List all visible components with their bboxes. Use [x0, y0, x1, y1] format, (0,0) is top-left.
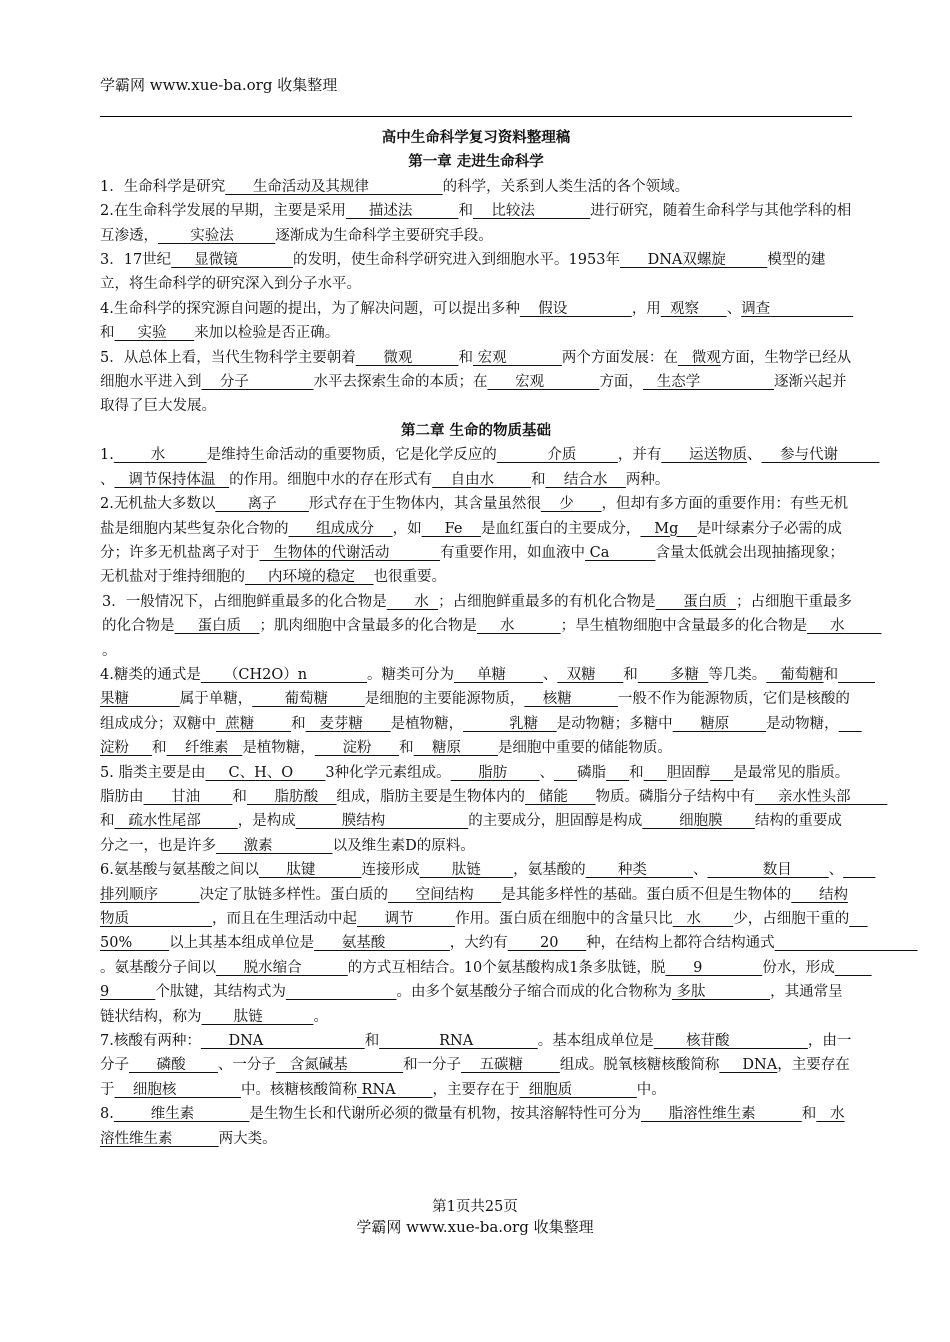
fill-blank-answer: [286, 984, 397, 1000]
paragraph-text: 。氨基酸分子间以: [100, 959, 216, 976]
fill-blank-answer: 核苷酸: [653, 1033, 808, 1050]
fill-blank-answer: 组成成分: [288, 520, 393, 537]
fill-blank-answer: 细胞膜: [642, 813, 755, 830]
fill-blank-answer: 排列顺序: [100, 862, 876, 903]
paragraph-text: 和: [623, 666, 638, 683]
fill-blank-answer: 储能: [525, 788, 596, 805]
fill-blank-answer: [644, 765, 667, 781]
fill-blank-answer: 双糖: [557, 666, 624, 683]
fill-blank-answer: RNA: [356, 1081, 433, 1098]
paragraph: [100, 175, 852, 199]
paragraph-text: 含量太低就会出现抽搐现象；无机盐对于维持细胞的: [100, 544, 844, 586]
paragraph-text: ，是构成: [237, 813, 296, 830]
paragraph-text: 进行研究，随着生命科学与其他学科的相互渗透，: [100, 203, 852, 244]
paragraph-text: 。由多个氨基酸分子缩合而成的化合物称为: [396, 984, 672, 1001]
paragraph-text: 是最常见的脂质。脂肪由: [100, 764, 850, 805]
paragraph-text: ；肌肉细胞中含量最多的化合物是: [259, 618, 477, 635]
fill-blank-answer: 蛋白质: [174, 618, 260, 635]
paragraph-text: 方面，: [599, 374, 643, 391]
page-number: 第1页共25页: [432, 1199, 518, 1215]
paragraph-text: 两种。: [625, 471, 670, 488]
fill-blank-answer: 自由水: [432, 471, 531, 488]
fill-blank-answer: DNA双螺旋: [619, 252, 768, 269]
fill-blank-answer: [554, 765, 577, 781]
paragraph-text: ，如: [392, 520, 422, 537]
fill-blank-answer: 脱水缩合: [216, 959, 348, 976]
fill-blank-answer: 核糖: [524, 691, 618, 708]
fill-blank-answer: 实验法: [158, 227, 276, 244]
paragraph-text: 是植物糖，: [242, 740, 315, 757]
paragraph-text: 水平去探索生命的本质；在: [313, 374, 488, 391]
paragraph-text: 6.氨基酸与氨基酸之间以: [100, 862, 259, 879]
paragraph-text: ，并有: [617, 447, 662, 464]
paragraph-text: 的方式互相结合。10个氨基酸构成1条多肽链，脱: [347, 959, 666, 976]
fill-blank-answer: 蛋白质: [655, 593, 736, 610]
paragraph-text: 逐渐兴起并取得了巨大发展。: [100, 374, 847, 415]
paragraph: [100, 761, 888, 859]
paragraph-text: 和: [629, 764, 644, 781]
fill-blank-answer: 生态学: [642, 374, 775, 391]
paragraph-text: 的主要成分，胆固醇是构成: [468, 813, 643, 830]
paragraph-text: ，由一分子: [100, 1033, 852, 1074]
paragraph-text: 两个方面发展：在: [561, 349, 678, 366]
paragraph-text: 是生物生长和代谢所必须的微量有机物，按其溶解特性可分为: [249, 1106, 642, 1123]
fill-blank-answer: 假设: [519, 300, 632, 317]
fill-blank-answer: 亲水性头部: [755, 788, 888, 805]
fill-blank-answer: 肽链: [201, 1008, 314, 1025]
paragraph-text: 中。: [636, 1081, 666, 1098]
paragraph-text: 、: [542, 666, 558, 683]
page-footer: 学霸网 www.xue-ba.org 收集整理: [356, 1218, 594, 1236]
paragraph: [100, 346, 852, 419]
document-title: 高中生命科学复习资料整理稿: [381, 130, 571, 146]
paragraph-text: 个肽键，其结构式为: [155, 984, 286, 1001]
paragraph-text: ；占细胞鲜重最多的有机化合物是: [438, 593, 656, 610]
paragraph-text: 和: [399, 740, 414, 757]
fill-blank-answer: 9: [665, 959, 763, 976]
paragraph-text: 5. 脂类主要是由: [100, 764, 206, 781]
paragraph-text: 是叶绿素分子必需的成分；许多无机盐离子对于: [100, 520, 842, 561]
fill-blank-answer: 微观: [677, 349, 721, 366]
fill-blank-answer: 水: [476, 618, 561, 635]
paragraph: [100, 1102, 852, 1151]
fill-blank-answer: 水: [672, 911, 734, 927]
fill-blank-answer: 结构物质: [100, 886, 848, 927]
paragraph-text: 以及维生素D的原料。: [332, 837, 475, 854]
paragraph-text: ，但却有多方面的重要作用：有些无机盐是细胞内某些复杂化合物的: [100, 496, 848, 537]
paragraph-text: 组成，脂肪主要是生物体内的: [336, 788, 526, 805]
fill-blank-answer: 维生素: [113, 1106, 250, 1123]
paragraph: [100, 199, 852, 248]
fill-blank-answer: 含氮碱基: [275, 1057, 404, 1074]
paragraph-text: 7.核酸有两种：: [100, 1033, 201, 1050]
paragraph-text: 物质。磷脂分子结构中有: [595, 788, 755, 805]
fill-blank-answer: RNA: [379, 1033, 538, 1050]
header-rule: [100, 116, 852, 117]
paragraph-text: 2.在生命科学发展的早期，主要是采用: [100, 203, 346, 220]
paragraph-text: 4.糖类的通式是: [100, 666, 201, 683]
fill-blank-answer: 少: [540, 496, 602, 513]
fill-blank-answer: 细胞质: [519, 1081, 637, 1098]
paragraph-text: 的发明，使生命科学研究进入到细胞水平。1953年: [293, 252, 620, 269]
fill-blank-answer: 水: [113, 447, 207, 464]
fill-blank-answer: 参与代谢: [761, 447, 880, 464]
paragraph-text: ，而且在生理活动中起: [211, 911, 357, 927]
fill-blank-answer: 离子: [215, 496, 309, 513]
fill-blank-answer: 细胞核: [114, 1081, 241, 1098]
paragraph-text: 和: [100, 813, 115, 830]
paragraph-text: 决定了肽链多样性。蛋白质的: [199, 886, 388, 903]
paragraph-text: 和一分子: [403, 1057, 462, 1074]
paragraph-text: 、: [828, 862, 844, 879]
paragraph-text: 8.: [100, 1106, 114, 1123]
paragraph-text: 来加以检验是否正确。: [194, 325, 340, 342]
paragraph: [100, 590, 882, 663]
fill-blank-answer: 种类: [585, 862, 693, 879]
document-body: [100, 126, 888, 1151]
page-header: 学霸网 www.xue-ba.org 收集整理: [100, 76, 338, 94]
fill-blank-answer: 显微镜: [171, 252, 294, 269]
fill-blank-answer: 淀粉: [100, 715, 862, 757]
fill-blank-answer: C、H、O: [205, 764, 326, 781]
paragraph-text: 和: [152, 740, 167, 757]
paragraph-text: 胆固醇: [666, 764, 711, 781]
paragraph-text: 方面，生物学已经从细胞水平进入到: [100, 349, 852, 391]
paragraph-text: 两大类。: [218, 1130, 277, 1147]
fill-blank-answer: 脂溶性维生素: [641, 1106, 802, 1123]
paragraph-text: 作用。蛋白质在细胞中的含量只比: [455, 911, 673, 927]
fill-blank-answer: （CH2O）n: [200, 666, 367, 683]
paragraph: [100, 248, 852, 297]
paragraph-text: ，用: [631, 300, 661, 317]
paragraph-text: 模型的建立，将生命科学的研究深入到分子水平。: [100, 252, 826, 293]
paragraph-text: 3种化学元素组成。: [325, 764, 451, 781]
paragraph-text: 。: [102, 642, 117, 659]
fill-blank-answer: 糖原: [413, 740, 498, 757]
paragraph-text: 属于单糖，: [179, 691, 253, 708]
fill-blank-answer: 疏水性尾部: [114, 813, 238, 830]
paragraph-text: 等几类。: [708, 666, 767, 683]
chapter-1-title: 第一章 走进生命科学: [408, 154, 544, 171]
fill-blank-answer: 葡萄糖: [766, 666, 824, 683]
fill-blank-answer: 麦芽糖: [305, 715, 391, 732]
paragraph-text: 、: [726, 300, 742, 317]
fill-blank-answer: 氨基酸: [314, 935, 450, 952]
paragraph-text: 是动物糖；多糖中: [556, 715, 673, 732]
fill-blank-answer: 脂肪: [450, 764, 540, 781]
fill-blank-answer: Mg: [640, 520, 697, 537]
paragraph: [100, 492, 852, 590]
fill-blank-answer: 宏观: [487, 374, 600, 391]
paragraph-text: 磷脂: [577, 764, 607, 781]
paragraph-text: 有重要作用，如血液中: [440, 544, 586, 561]
paragraph-text: ，氨基酸的: [513, 862, 586, 879]
fill-blank-answer: 结合水: [545, 471, 626, 488]
paragraph-text: ，大约有: [449, 935, 508, 952]
fill-blank-answer: 蔗糖: [216, 715, 292, 732]
paragraph-text: 逐渐成为生命科学主要研究手段。: [275, 227, 493, 244]
fill-blank-answer: 9: [100, 959, 872, 1001]
fill-blank-answer: 水: [807, 618, 882, 635]
paragraph-text: 5．从总体上看，当代生物科学主要朝着: [100, 349, 356, 366]
fill-blank-answer: 实验: [114, 325, 195, 342]
fill-blank-answer: Ca: [585, 544, 656, 561]
fill-blank-answer: 数目: [707, 862, 829, 879]
paragraph-text: 是细胞的主要能源物质，: [364, 691, 525, 708]
fill-blank-answer: 磷酸: [129, 1057, 218, 1074]
paragraph-text: 3．一般情况下，占细胞鲜重最多的化合物是: [102, 593, 387, 610]
fill-blank-answer: [606, 765, 629, 781]
fill-blank-answer: 甘油: [143, 788, 233, 805]
paragraph-text: 一般不作为能源物质，它们是核酸的组成成分；双糖中: [100, 691, 850, 732]
fill-blank-answer: 肽链: [419, 862, 514, 879]
paragraph-text: 是细胞中重要的储能物质。: [497, 740, 672, 757]
paragraph-text: ，其通常呈链状结构，称为: [100, 984, 843, 1025]
fill-blank-answer: 调节: [356, 911, 456, 927]
fill-blank-answer: 微观: [355, 349, 459, 366]
paragraph-text: 和: [801, 1106, 817, 1123]
fill-blank-answer: 膜结构: [295, 813, 469, 830]
fill-blank-answer: 生命活动及其规律: [225, 178, 443, 195]
fill-blank-answer: DNA: [719, 1057, 778, 1074]
fill-blank-answer: 分子: [201, 374, 314, 391]
paragraph-text: 种，在结构上都符合结构通式: [586, 935, 775, 952]
paragraph-text: 、: [747, 447, 762, 464]
fill-blank-answer: 水溶性维生素: [100, 1106, 845, 1147]
fill-blank-answer: 空间结构: [387, 886, 502, 903]
paragraph-text: 和: [232, 788, 247, 805]
fill-blank-answer: 糖原: [672, 715, 767, 732]
fill-blank-answer: [710, 765, 733, 781]
paragraph-text: 的作用。细胞中水的存在形式有: [229, 471, 433, 488]
paragraph-text: 。糖类可分为: [367, 666, 454, 683]
paragraph-text: 。基本组成单位是: [537, 1033, 654, 1050]
paragraph-text: 形式存在于生物体内，其含量虽然很: [308, 496, 541, 513]
fill-blank-answer: 观察: [660, 300, 727, 317]
paragraph-text: 组成。脱氧核糖核酸简称: [559, 1057, 720, 1074]
paragraph-text: 是维持生命活动的重要物质，它是化学反应的: [206, 447, 497, 464]
paragraph-text: 1.: [100, 447, 114, 464]
paragraph: [100, 663, 875, 761]
paragraph-text: ，主要存在于: [432, 1081, 520, 1098]
fill-blank-answer: 肽键: [258, 862, 362, 879]
fill-blank-answer: DNA: [200, 1033, 365, 1050]
paragraph-text: 和: [364, 1033, 380, 1050]
fill-blank-answer: 果糖: [100, 666, 875, 708]
paragraph-text: 是其能多样性的基础。蛋白质不但是生物体的: [501, 886, 792, 903]
paragraph: [100, 858, 876, 1029]
paragraph-text: ，主要存在于: [100, 1057, 850, 1098]
fill-blank-answer: 介质: [496, 447, 618, 464]
fill-blank-answer: 多肽: [671, 984, 771, 1001]
fill-blank-answer: 五碳糖: [461, 1057, 560, 1074]
fill-blank-answer: 内环境的稳定: [245, 569, 374, 586]
paragraph-text: 份水，形成: [762, 959, 835, 976]
paragraph-text: 、一分子: [217, 1057, 276, 1074]
paragraph-text: 和: [291, 715, 306, 732]
paragraph: [100, 297, 852, 346]
paragraph-text: ；旱生植物细胞中含量最多的化合物是: [560, 618, 808, 635]
paragraph-text: 连接形成: [361, 862, 420, 879]
paragraph-text: 以上其基本组成单位是: [169, 935, 315, 952]
paragraph-text: 是血红蛋白的主要成分，: [480, 520, 641, 537]
paragraph-text: 和: [530, 471, 546, 488]
chapter-2-title: 第二章 生命的物质基础: [400, 422, 552, 439]
paragraph-text: 和: [823, 666, 839, 683]
paragraph: [100, 1029, 852, 1102]
fill-blank-answer: 葡萄糖: [252, 691, 365, 708]
paragraph-text: 和: [458, 349, 473, 366]
paragraph-text: 结构的重要成分之一，也是许多: [100, 813, 842, 854]
fill-blank-answer: 描述法: [345, 203, 459, 220]
fill-blank-answer: 激素: [216, 837, 333, 854]
fill-blank-answer: 20: [507, 935, 587, 952]
paragraph-text: 是植物糖，: [390, 715, 464, 732]
fill-blank-answer: 纤维素: [166, 740, 243, 757]
fill-blank-answer: 生物体的代谢活动: [259, 544, 441, 561]
fill-blank-answer: 调查: [741, 300, 854, 317]
fill-blank-answer: 淀粉: [314, 740, 400, 757]
paragraph-text: 、: [100, 471, 115, 488]
fill-blank-answer: 比较法: [472, 203, 591, 220]
fill-blank-answer: Fe: [421, 520, 481, 537]
paragraph-text: 4.生命科学的探究源自问题的提出，为了解决问题，可以提出多种: [100, 300, 520, 317]
fill-blank-answer: 单糖: [454, 666, 543, 683]
paragraph-text: 1．生命科学是研究: [100, 178, 226, 195]
paragraph: [100, 443, 880, 492]
paragraph-text: 是动物糖，: [766, 715, 839, 732]
fill-blank-answer: 水: [386, 593, 439, 610]
paragraph-text: 、: [692, 862, 708, 879]
paragraph-text: 和: [100, 325, 115, 342]
paragraph-text: 3．17世纪: [100, 252, 172, 269]
fill-blank-answer: 脂肪酸: [246, 788, 337, 805]
paragraph-text: 。: [313, 1008, 328, 1025]
paragraph-text: 和: [458, 203, 473, 220]
fill-blank-answer: 宏观: [472, 349, 562, 366]
fill-blank-answer: 多糖: [637, 666, 709, 683]
fill-blank-answer: 运送物质: [661, 447, 748, 464]
paragraph-text: 2.无机盐大多数以: [100, 496, 216, 513]
paragraph-text: 也很重要。: [373, 569, 446, 586]
fill-blank-answer: 调节保持体温: [114, 471, 230, 488]
paragraph-text: 少，占细胞干重的: [733, 911, 850, 927]
fill-blank-answer: 50%: [100, 911, 868, 952]
paragraph-text: 中。核糖核酸简称: [240, 1081, 357, 1098]
fill-blank-answer: 乳糖: [463, 715, 557, 732]
fill-blank-answer: [775, 935, 918, 951]
paragraph-text: 的科学，关系到人类生活的各个领域。: [442, 178, 690, 195]
paragraph-text: 、: [539, 764, 555, 781]
paragraph-text: ；占细胞干重最多的化合物是: [102, 593, 852, 635]
